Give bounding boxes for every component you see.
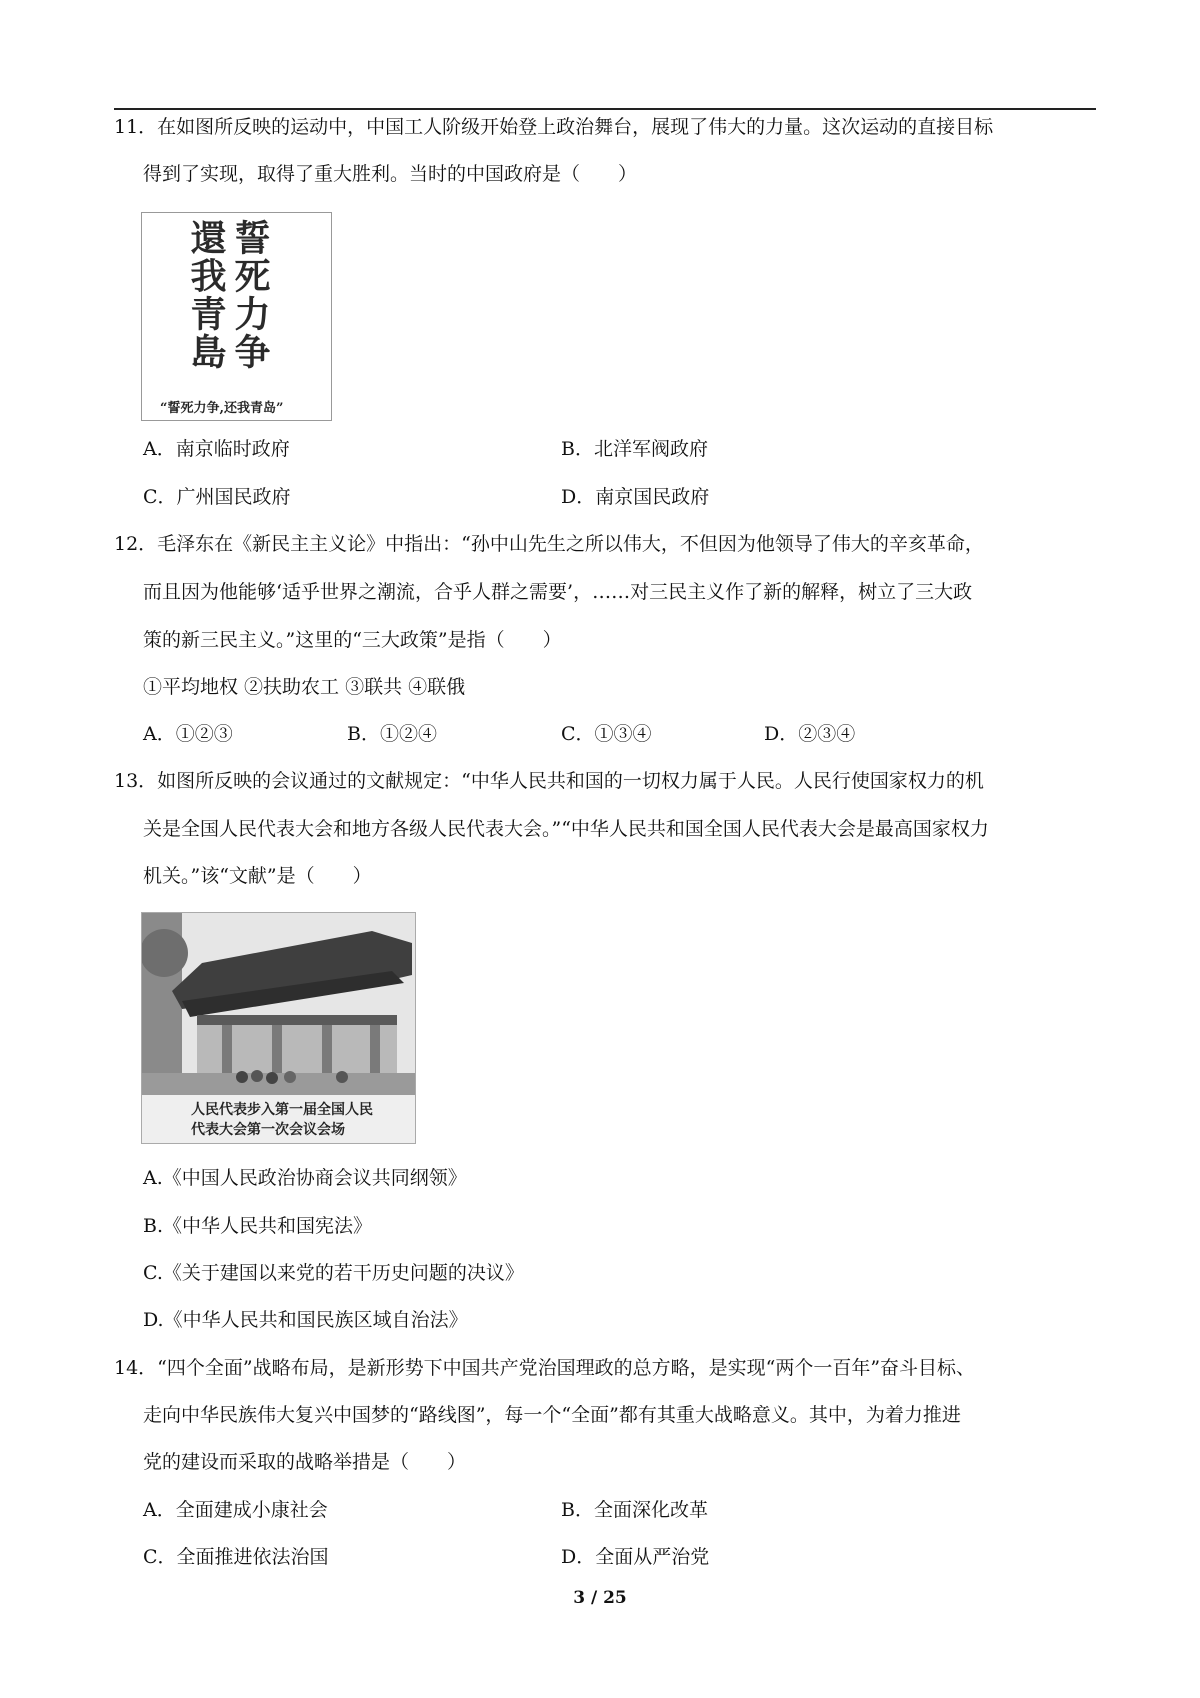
q12-stem-line1: 12．毛泽东在《新民主主义论》中指出：“孙中山先生之所以伟大，不但因为他领导了伟大的辛亥革命， bbox=[114, 533, 984, 555]
q13-option-b[interactable]: B.《中华人民共和国宪法》 bbox=[143, 1215, 373, 1237]
q13-option-c[interactable]: C.《关于建国以来党的若干历史问题的决议》 bbox=[143, 1262, 524, 1284]
q12-option-c[interactable]: C．①③④ bbox=[561, 723, 652, 745]
q11-calligraphy-right: 誓死力争 bbox=[229, 219, 271, 371]
q14-stem-line2: 走向中华民族伟大复兴中国梦的“路线图”，每一个“全面”都有其重大战略意义。其中，为着力推进 bbox=[143, 1404, 961, 1426]
q13-option-d[interactable]: D.《中华人民共和国民族区域自治法》 bbox=[143, 1309, 468, 1331]
q14-option-c[interactable]: C．全面推进依法治国 bbox=[143, 1546, 329, 1568]
q12-option-a[interactable]: A．①②③ bbox=[143, 723, 233, 745]
q11-stem-line1: 11．在如图所反映的运动中，中国工人阶级开始登上政治舞台，展现了伟大的力量。这次运动的直接目标 bbox=[114, 116, 994, 138]
q11-figure bbox=[141, 212, 332, 421]
q12-option-d[interactable]: D．②③④ bbox=[764, 723, 856, 745]
q12-option-b[interactable]: B．①②④ bbox=[347, 723, 437, 745]
q13-stem-line2: 关是全国人民代表大会和地方各级人民代表大会。”“中华人民共和国全国人民代表大会是最高国家权力 bbox=[143, 818, 989, 840]
q14-stem-line3: 党的建设而采取的战略举措是（ ） bbox=[143, 1451, 467, 1473]
q11-option-d[interactable]: D．南京国民政府 bbox=[561, 486, 710, 508]
q13-caption-line1: 人民代表步入第一届全国人民 bbox=[191, 1102, 373, 1118]
q13-figure bbox=[141, 912, 416, 1144]
q12-stem-line3: 策的新三民主义。”这里的“三大政策”是指（ ） bbox=[143, 629, 562, 651]
q11-calligraphy-left: 還我青島 bbox=[185, 219, 227, 371]
q12-items: ①平均地权 ②扶助农工 ③联共 ④联俄 bbox=[143, 676, 466, 698]
q11-stem-line2: 得到了实现，取得了重大胜利。当时的中国政府是（ ） bbox=[143, 163, 638, 185]
header-rule bbox=[114, 108, 1096, 110]
q13-option-a[interactable]: A.《中国人民政治协商会议共同纲领》 bbox=[143, 1167, 467, 1189]
q14-stem-line1: 14．“四个全面”战略布局，是新形势下中国共产党治国理政的总方略，是实现“两个一百年”奋斗目标、 bbox=[114, 1357, 976, 1379]
q13-stem-line1: 13．如图所反映的会议通过的文献规定：“中华人民共和国的一切权力属于人民。人民行使国家权力的机 bbox=[114, 770, 984, 792]
q13-caption-line2: 代表大会第一次会议会场 bbox=[191, 1122, 345, 1138]
page-number: 3 / 25 bbox=[573, 1588, 627, 1608]
q12-stem-line2: 而且因为他能够‘适乎世界之潮流，合乎人群之需要’，……对三民主义作了新的解释，树立了三大政 bbox=[143, 581, 973, 603]
q11-option-a[interactable]: A．南京临时政府 bbox=[143, 438, 290, 460]
q11-option-b[interactable]: B．北洋军阀政府 bbox=[561, 438, 708, 460]
q13-photo-hall bbox=[142, 913, 415, 1095]
q13-stem-line3: 机关。”该“文献”是（ ） bbox=[143, 865, 372, 887]
q11-figure-caption: “誓死力争,还我青岛” bbox=[160, 401, 284, 416]
q14-option-d[interactable]: D．全面从严治党 bbox=[561, 1546, 710, 1568]
q14-option-a[interactable]: A．全面建成小康社会 bbox=[143, 1499, 328, 1521]
q11-option-c[interactable]: C．广州国民政府 bbox=[143, 486, 291, 508]
q13-caption-box bbox=[142, 1095, 415, 1143]
q14-option-b[interactable]: B．全面深化改革 bbox=[561, 1499, 708, 1521]
